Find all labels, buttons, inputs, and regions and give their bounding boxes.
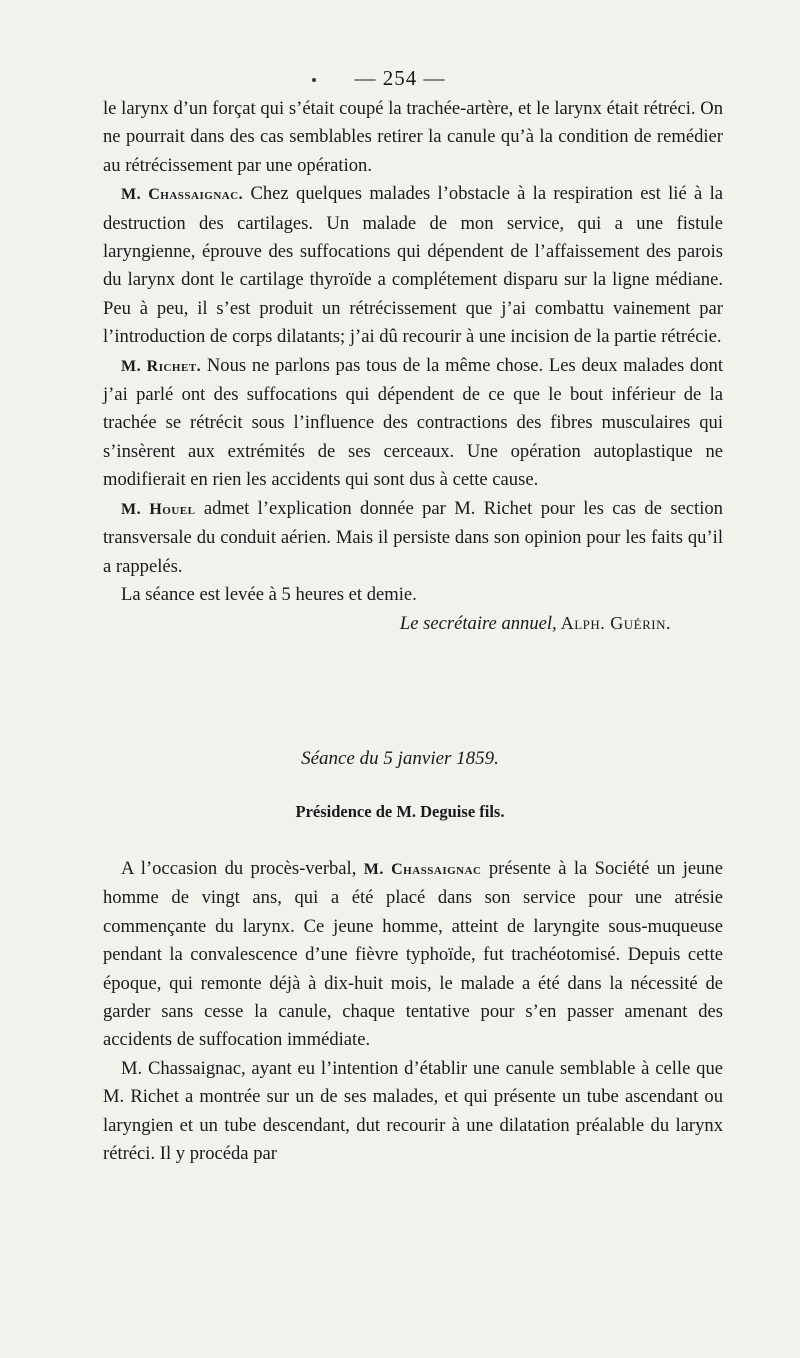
speaker-richet: M. Richet. (121, 357, 202, 375)
speaker-chassaignac-2: M. Chassaignac (363, 861, 482, 878)
speaker-houel: M. Houel (121, 500, 196, 518)
paragraph-houel (103, 495, 723, 581)
page-number: — 254 — (354, 66, 446, 90)
paragraph-chassaignac-canule: M. Chassaignac, ayant eu l’intention d’établir une canule semblable à celle que M. Richet a montrée sur un de ses malades, et qui présente un tube ascendant ou laryngien et un tube descendant, dut recourir à une dilatation préalable du larynx rétréci. Il y procéda par (103, 1057, 723, 1165)
signature-name: Alph. Guérin. (556, 613, 671, 634)
paragraph-richet-text: Nous ne parlons pas tous de la même chose. Les deux malades dont j’ai parlé ont des suffocations qui dépendent de ce que le bout inférieur de la trachée se rétrécit sous l’influence des contractions des fibres musculaires qui s’insèrent aux extrémités de ses cerceaux. Une opération autoplastique ne modifierait en rien les accidents qui sont dus à cette cause. (103, 354, 723, 491)
signature (103, 609, 723, 638)
paragraph-chassaignac (103, 180, 723, 351)
presidence-line: Présidence de M. Deguise fils. (295, 802, 505, 821)
paragraph-chassaignac-text: Chez quelques malades l’obstacle à la respiration est lié à la destruction des cartilages. Un malade de mon service, qui a une fistule laryngienne, éprouve des suffocations qui dépendent de l’affaissement des parois du larynx dont le cartilage thyroïde a complétement disparu sur la ligne médiane. Peu à peu, il s’est produit un rétrécissement que j’ai combattu vainement par l’introduction de corps dilatants; j’ai dû recourir à une incision de la partie rétrécie. (103, 183, 723, 348)
seance-title: Séance du 5 janvier 1859. (301, 748, 499, 769)
p1-start: A l’occasion du procès-verbal, (121, 858, 364, 879)
body-text-top (103, 95, 723, 639)
paragraph-houel-text: admet l’explication donnée par M. Richet pour les cas de section transversale du conduit aérien. Mais il persiste dans son opinion pour les faits qu’il a rappelés. (103, 497, 723, 577)
p1-rest: présente à la Société un jeune homme de vingt ans, qui a été placé dans son service pour une atrésie commençante du larynx. Ce jeune homme, atteint de laryngite sous-muqueuse pendant la convalescence d’une fièvre typhoïde, fut trachéotomisé. Depuis cette époque, qui remonte déjà à dix-huit mois, le malade a été dans la nécessité de garder sans cesse la canule, chaque tentative pour s’en passer amenant des accidents de suffocation immédiate. (103, 858, 723, 1051)
closing-line: La séance est levée à 5 heures et demie. (121, 583, 417, 605)
paragraph-continuation: le larynx d’un forçat qui s’était coupé la trachée-artère, et le larynx était rétréci. On ne pourrait dans des cas semblables retirer la canule qu’à la condition de remédier au rétrécissement par une opération. (103, 98, 723, 176)
paragraph-proces-verbal (103, 855, 723, 1055)
speaker-chassaignac: M. Chassaignac. (121, 186, 244, 204)
paragraph-richet (103, 352, 723, 495)
signature-role: Le secrétaire annuel, (399, 613, 557, 635)
body-text-bottom (103, 855, 723, 1168)
